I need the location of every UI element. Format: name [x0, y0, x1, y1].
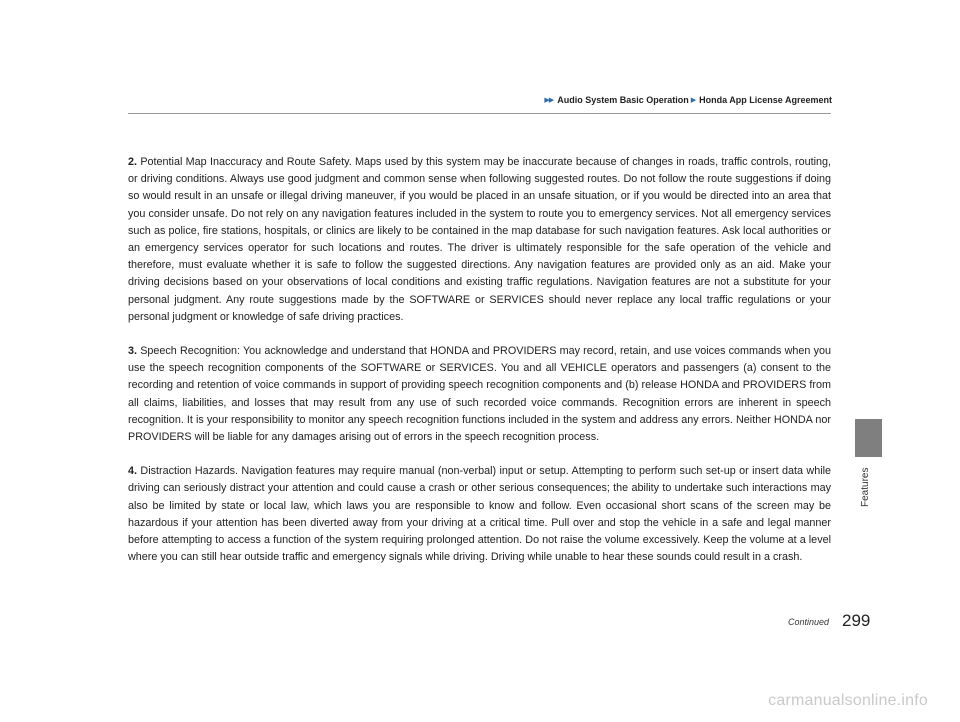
header-divider	[128, 113, 831, 114]
paragraph-number: 3.	[128, 345, 138, 358]
paragraph-distraction-hazards	[128, 463, 831, 566]
continued-label: Continued	[788, 617, 830, 627]
breadcrumb-item-license[interactable]: Honda App License Agreement	[699, 95, 832, 105]
paragraph-text: Speech Recognition: You acknowledge and understand that HONDA and PROVIDERS may record, retain, and use voices commands when you use the speech recognition components of the SOFTWARE or SERVICES. You and all VEHICLE operators and passengers (a) consent to the recording and retention of voice commands in support of providing speech recognition components and (b) release HONDA and PROVIDERS from all claims, liabilities, and losses that may result from any use of such recorded voice commands. Recognition errors are inherent in speech recognition. It is your responsibility to monitor any speech recognition functions included in the system and address any errors. Neither HONDA nor PROVIDERS will be liable for any damages arising out of errors in the speech recognition process.	[128, 345, 832, 444]
paragraph-map-inaccuracy	[128, 154, 831, 326]
section-label: Features	[860, 467, 871, 507]
watermark: carmanualsonline.info	[768, 692, 928, 709]
breadcrumb-separator-icon: ▶	[690, 97, 696, 104]
breadcrumb-item-audio[interactable]: Audio System Basic Operation	[557, 95, 689, 105]
paragraph-speech-recognition	[128, 343, 831, 446]
paragraph-number: 2.	[128, 156, 138, 168]
breadcrumb	[544, 95, 832, 105]
section-tab-marker	[855, 419, 882, 457]
paragraph-number: 4.	[128, 465, 138, 478]
paragraph-text: Distraction Hazards. Navigation features may require manual (non-verbal) input or setup. Attempting to perform such set-up or insert data while driving can seriously distract your attention and could cause a crash or other serious consequences; the ability to undertake such interactions may also be limited by state or local law, which laws you are responsible to know and follow. Even occasional short scans of the screen may be hazardous if your attention has been diverted away from your driving at a critical time. Pull over and stop the vehicle in a safe and legal manner before attempting to access a function of the system requiring prolonged attention. Do not raise the volume excessively. Keep the volume at a level where you can still hear outside traffic and emergency signals while driving. Driving while unable to hear these sounds could result in a crash.	[128, 465, 831, 564]
document-body	[128, 154, 831, 583]
breadcrumb-arrow-icon: ▶▶	[544, 97, 554, 104]
paragraph-text: Potential Map Inaccuracy and Route Safety. Maps used by this system may be inaccurate because of changes in roads, traffic controls, routing, or driving conditions. Always use good judgment and common sense when following suggested routes. Do not follow the route suggestions if doing so would result in an unsafe or illegal driving maneuver, if you would be placed in an unsafe situation, or if you would be directed into an area that you consider unsafe. Do not rely on any navigation features included in the system to route you to emergency services. Not all emergency services such as police, fire stations, hospitals, or clinics are likely to be contained in the map database for such navigation features. Ask local authorities or an emergency services operator for such locations and routes. The driver is ultimately responsible for the safe operation of the vehicle and therefore, must evaluate whether it is safe to follow the suggested directions. Any navigation features are provided only as an aid. Make your driving decisions based on your observations of local conditions and existing traffic regulations. Navigation features are not a substitute for your personal judgment. Any route suggestions made by the SOFTWARE or SERVICES should never replace any local traffic regulations or your personal judgment or knowledge of safe driving practices.	[128, 156, 832, 323]
page-number: 299	[842, 611, 871, 630]
